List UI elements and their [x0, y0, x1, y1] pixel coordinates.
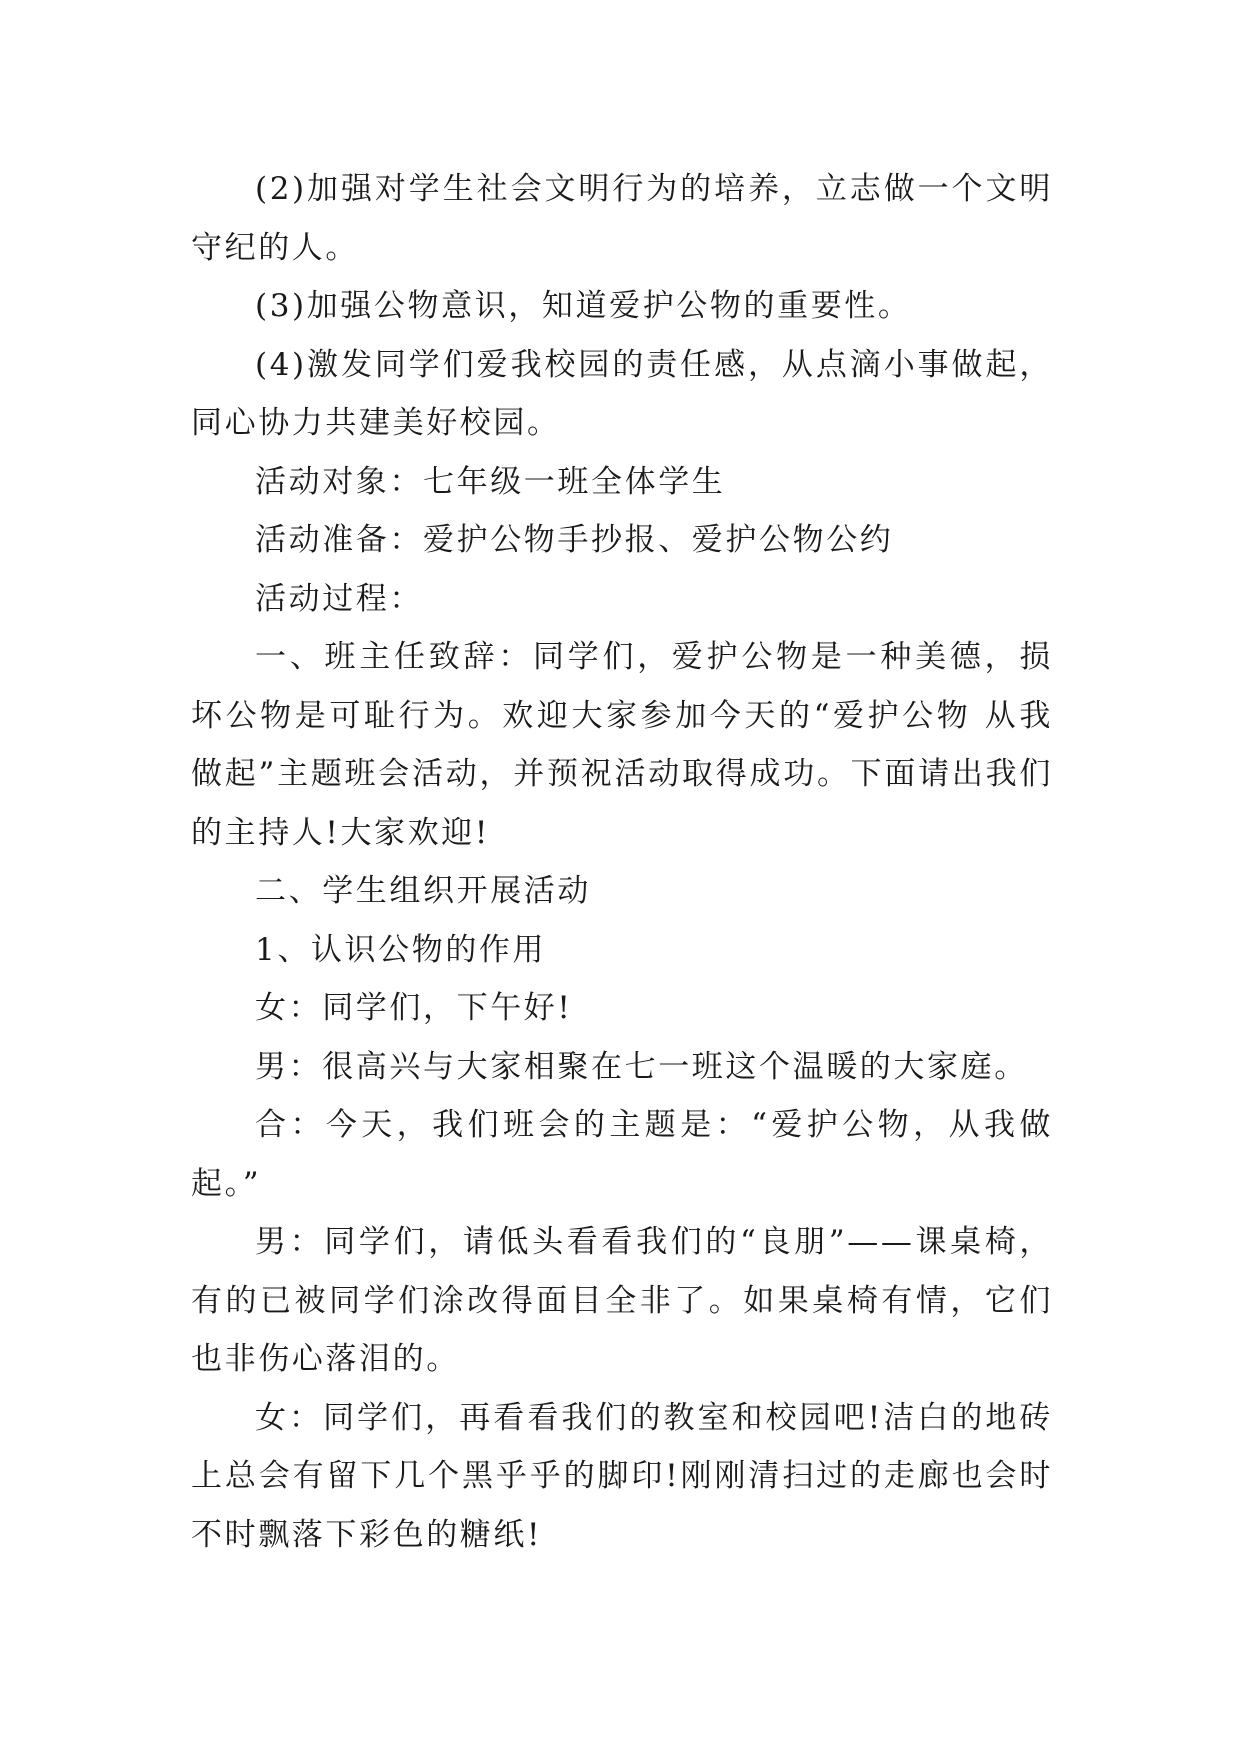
- paragraph: 活动过程：: [255, 580, 423, 617]
- paragraph: 1、认识公物的作用: [255, 931, 547, 968]
- paragraph: 男：很高兴与大家相聚在七一班这个温暖的大家庭。: [255, 1048, 1028, 1085]
- paragraph: 男：同学们，请低头看看我们的“良朋”——课桌椅，有的已被同学们涂改得面目全非了。如果桌椅有情，它们也非伤心落泪的。: [191, 1224, 1053, 1377]
- paragraph: 二、学生组织开展活动: [255, 873, 591, 909]
- paragraph: 活动准备：爱护公物手抄报、爱护公物公约: [255, 522, 894, 558]
- paragraph: (3)加强公物意识，知道爱护公物的重要性。: [255, 288, 912, 324]
- paragraph: 女：同学们，下午好!: [255, 990, 573, 1026]
- paragraph: 合：今天，我们班会的主题是：“爱护公物，从我做起。”: [191, 1107, 1053, 1202]
- paragraph: 活动对象：七年级一班全体学生: [255, 463, 726, 500]
- paragraph: 一、班主任致辞：同学们，爱护公物是一种美德，损坏公物是可耻行为。欢迎大家参加今天的“爱护公物 从我做起”主题班会活动，并预祝活动取得成功。下面请出我们的主持人!大家欢迎!: [191, 639, 1053, 851]
- paragraph: (4)激发同学们爱我校园的责任感，从点滴小事做起，同心协力共建美好校园。: [191, 346, 1053, 441]
- paragraph: 女：同学们，再看看我们的教室和校园吧!洁白的地砖上总会有留下几个黑乎乎的脚印!刚刚清扫过的走廊也会时不时飘落下彩色的糖纸!: [191, 1399, 1053, 1553]
- paragraph: (2)加强对学生社会文明行为的培养，立志做一个文明守纪的人。: [191, 171, 1053, 266]
- document-body: [191, 160, 1053, 1564]
